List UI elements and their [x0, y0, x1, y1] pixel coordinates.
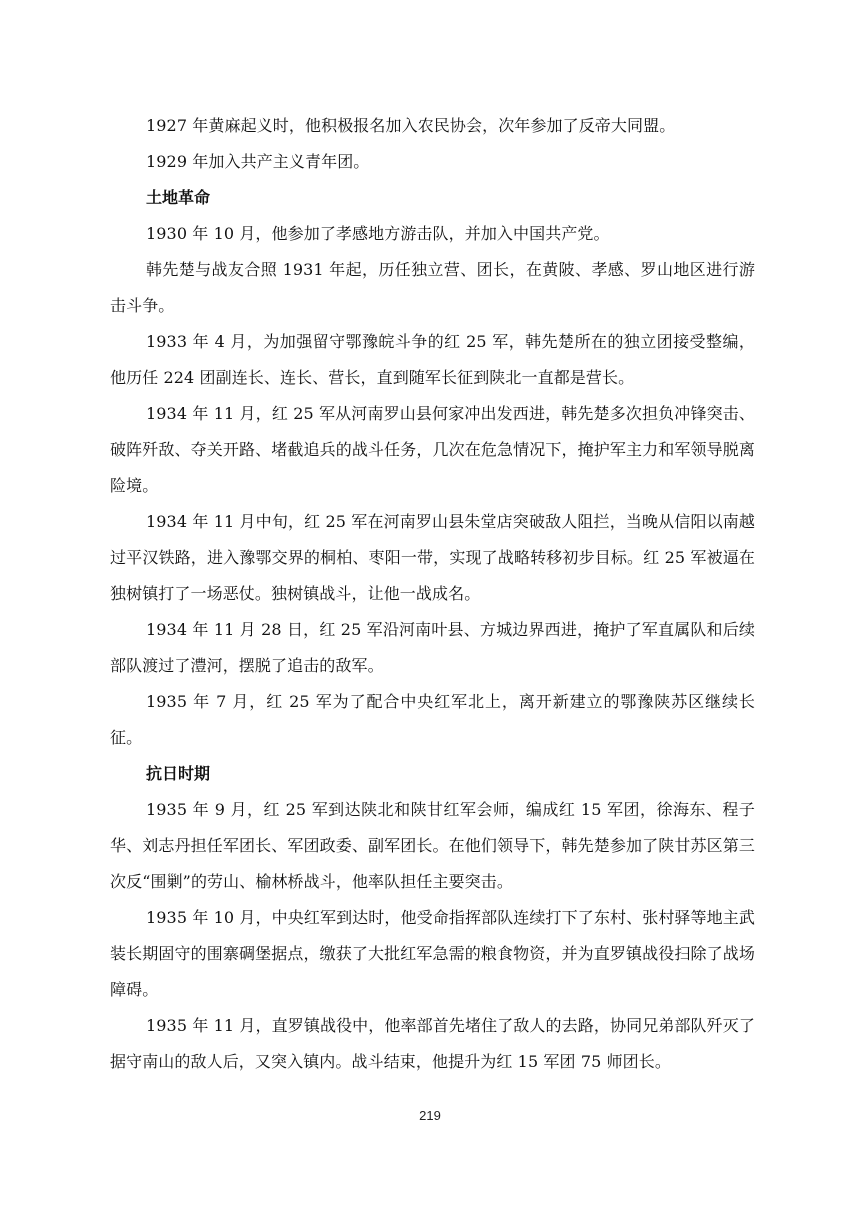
paragraph-1930: 1930 年 10 月，他参加了孝感地方游击队，并加入中国共产党。: [146, 224, 610, 243]
section-heading-anti-japanese: 抗日时期: [146, 764, 211, 783]
paragraph-1933: 1933 年 4 月，为加强留守鄂豫皖斗争的红 25 军，韩先楚所在的独立团接受整编，他历任 224 团副连长、连长、营长，直到随军长征到陕北一直都是营长。: [110, 332, 755, 387]
section-heading-land-revolution: 土地革命: [146, 188, 211, 207]
paragraph-1935-oct: 1935 年 10 月，中央红军到达时，他受命指挥部队连续打下了东村、张村驿等地主武装长期固守的围寨碉堡据点，缴获了大批红军急需的粮食物资，并为直罗镇战役扫除了战场障碍。: [110, 908, 755, 999]
paragraph-1931: 韩先楚与战友合照 1931 年起，历任独立营、团长，在黄陂、孝感、罗山地区进行游击斗争。: [110, 260, 755, 315]
paragraph-1935-nov: 1935 年 11 月，直罗镇战役中，他率部首先堵住了敌人的去路，协同兄弟部队歼灭了据守南山的敌人后，又突入镇内。战斗结束，他提升为红 15 军团 75 师团长。: [110, 1016, 755, 1071]
paragraph-1935-sep: 1935 年 9 月，红 25 军到达陕北和陕甘红军会师，编成红 15 军团，徐海东、程子华、刘志丹担任军团长、军团政委、副军团长。在他们领导下，韩先楚参加了陕甘苏区第三次反“围剿”的劳山、榆林桥战斗，他率队担任主要突击。: [110, 800, 755, 891]
paragraph-1927: 1927 年黄麻起义时，他积极报名加入农民协会，次年参加了反帝大同盟。: [146, 116, 676, 135]
paragraph-1929: 1929 年加入共产主义青年团。: [146, 152, 370, 171]
paragraph-1934-nov-28: 1934 年 11 月 28 日，红 25 军沿河南叶县、方城边界西进，掩护了军直属队和后续部队渡过了澧河，摆脱了追击的敌军。: [110, 620, 755, 675]
page-number: 219: [419, 1108, 441, 1123]
page-body: [110, 108, 755, 1080]
paragraph-1935-jul: 1935 年 7 月，红 25 军为了配合中央红军北上，离开新建立的鄂豫陕苏区继续长征。: [110, 692, 755, 747]
paragraph-1934-mid-nov: 1934 年 11 月中旬，红 25 军在河南罗山县朱堂店突破敌人阻拦，当晚从信阳以南越过平汉铁路，进入豫鄂交界的桐柏、枣阳一带，实现了战略转移初步目标。红 25 军被逼在独树镇打了一场恶仗。独树镇战斗，让他一战成名。: [110, 512, 755, 603]
paragraph-1934-nov: 1934 年 11 月，红 25 军从河南罗山县何家冲出发西进，韩先楚多次担负冲锋突击、破阵歼敌、夺关开路、堵截追兵的战斗任务，几次在危急情况下，掩护军主力和军领导脱离险境。: [110, 404, 755, 495]
